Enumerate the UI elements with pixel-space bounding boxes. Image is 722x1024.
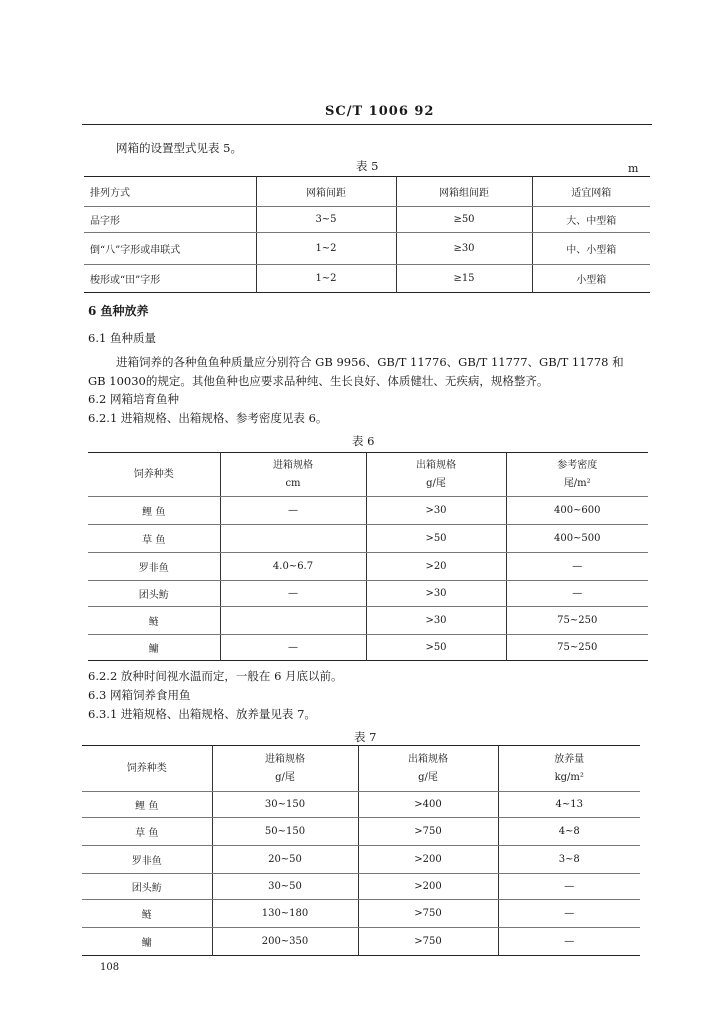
table-cell: 小型箱: [532, 265, 650, 293]
table-row: [84, 233, 650, 265]
intro-text: 网箱的设置型式见表 5。: [116, 141, 242, 155]
table7-caption: 表 7: [354, 730, 377, 744]
table7: [82, 745, 640, 956]
header-line1: 出箱规格: [416, 459, 456, 471]
table-row: [82, 900, 640, 928]
section6-title: 6 鱼种放养: [88, 304, 149, 318]
table-row: [88, 581, 648, 607]
table-cell: 30~150: [212, 792, 358, 818]
standard-code: SC/T 1006 92: [325, 104, 435, 119]
table-row: [82, 846, 640, 874]
s61-heading: 6.1 鱼种质量: [88, 331, 156, 345]
table-cell: ≥50: [396, 207, 532, 233]
table-cell: >750: [358, 928, 498, 956]
table-cell: 罗非鱼: [82, 846, 212, 874]
table-row: [84, 207, 650, 233]
table-row: [82, 874, 640, 900]
table-row: [88, 553, 648, 581]
table-cell: —: [220, 497, 366, 525]
table5-header-cell: 排列方式: [84, 177, 256, 207]
header-line2: cm: [285, 477, 301, 489]
header-line1: 进箱规格: [273, 459, 313, 471]
table-cell: 鳙: [148, 644, 159, 655]
table-cell: >400: [358, 792, 498, 818]
table-cell: 50~150: [212, 818, 358, 846]
table-cell: ≥15: [396, 265, 532, 293]
header-line2: g/尾: [275, 771, 295, 783]
table-cell: 鲤 鱼: [88, 497, 220, 525]
table-cell: 团头鲂: [82, 874, 212, 900]
table-cell: [220, 525, 366, 553]
table-row: [88, 635, 648, 661]
table-cell: >30: [366, 607, 506, 635]
table-cell: [220, 607, 366, 635]
table-cell: 草 鱼: [88, 525, 220, 553]
table5-caption: 表 5: [356, 159, 379, 173]
table-cell: >200: [358, 846, 498, 874]
table-cell: 400~500: [506, 525, 648, 553]
table-row: [82, 792, 640, 818]
header-line2: kg/m²: [554, 771, 584, 783]
table-cell: 130~180: [212, 900, 358, 928]
table-cell: 品字形: [84, 207, 256, 233]
table-cell: 3~8: [498, 846, 640, 874]
header-rule: [82, 124, 652, 125]
table-cell: >50: [366, 635, 506, 661]
table-cell: 1~2: [256, 233, 396, 265]
table-cell: 400~600: [506, 497, 648, 525]
table7-header-cell: [358, 746, 498, 792]
table-cell: >750: [358, 900, 498, 928]
table-row: [88, 497, 648, 525]
table-cell: 20~50: [212, 846, 358, 874]
table-row: [84, 265, 650, 293]
header-line1: 饲养种类: [126, 762, 167, 774]
table-cell: >200: [358, 874, 498, 900]
table5-header-cell: 适宜网箱: [532, 177, 650, 207]
table5: [84, 176, 650, 293]
table-row: [82, 928, 640, 956]
table-cell: 大、中型箱: [532, 207, 650, 233]
table-cell: 4~13: [498, 792, 640, 818]
table6-caption: 表 6: [352, 434, 375, 448]
table-cell: >20: [366, 553, 506, 581]
table-cell: —: [498, 874, 640, 900]
table-cell: 中、小型箱: [532, 233, 650, 265]
table-cell: 鲢: [88, 607, 220, 635]
table7-header-cell: [82, 746, 212, 792]
s61-line1: 进箱饲养的各种鱼鱼种质量应分别符合 GB 9956、GB/T 11776、GB/T 11777、GB/T 11778 和: [116, 355, 624, 369]
table6-header-cell: [506, 453, 648, 497]
table-cell: 4~8: [498, 818, 640, 846]
table7-header-row: [82, 746, 640, 792]
header-line1: 进箱规格: [265, 753, 305, 765]
table7-header-cell: [498, 746, 640, 792]
header-line1: 参考密度: [557, 459, 598, 471]
table-cell: —: [506, 581, 648, 607]
table-cell: 3~5: [256, 207, 396, 233]
s61-line2: GB 10030的规定。其他鱼种也应要求品种纯、生长良好、体质健壮、无疾病，规格整齐。: [88, 374, 549, 388]
table-cell: 200~350: [212, 928, 358, 956]
table-cell: >30: [366, 497, 506, 525]
table-cell: >50: [366, 525, 506, 553]
table5-header-cell: 网箱间距: [256, 177, 396, 207]
table-cell: —: [498, 900, 640, 928]
table-cell: 75~250: [506, 635, 648, 661]
table-cell: —: [498, 928, 640, 956]
header-line2: 尾/m²: [563, 477, 591, 489]
table-cell: 1~2: [256, 265, 396, 293]
header-line1: 出箱规格: [408, 753, 448, 765]
table-cell: 草 鱼: [82, 818, 212, 846]
table-cell: —: [220, 581, 366, 607]
table-cell: 梭形或“田”字形: [90, 275, 161, 286]
table6: [88, 452, 648, 661]
table-row: [88, 607, 648, 635]
table-cell: 鳙: [141, 938, 152, 949]
header-line2: g/尾: [418, 771, 438, 783]
table-cell: 倒“八”字形或串联式: [84, 233, 256, 265]
table6-header-cell: [220, 453, 366, 497]
table6-header-cell: [88, 453, 220, 497]
table-cell: >750: [358, 818, 498, 846]
page-number: 108: [100, 962, 120, 973]
table-cell: 团头鲂: [88, 581, 220, 607]
table-cell: 4.0~6.7: [220, 553, 366, 581]
s622-text: 6.2.2 放种时间视水温而定，一般在 6 月底以前。: [88, 669, 343, 683]
table-cell: >30: [366, 581, 506, 607]
s62-heading: 6.2 网箱培育鱼种: [88, 392, 179, 406]
s631-text: 6.3.1 进箱规格、出箱规格、放养量见表 7。: [88, 707, 316, 721]
table-row: [88, 525, 648, 553]
table-cell: 鲢: [82, 900, 212, 928]
table-cell: —: [506, 553, 648, 581]
table5-header-cell: 网箱组间距: [396, 177, 532, 207]
table-cell: —: [220, 635, 366, 661]
table-row: [82, 818, 640, 846]
s63-heading: 6.3 网箱饲养食用鱼: [88, 688, 191, 702]
header-line1: 饲养种类: [133, 468, 174, 480]
table-cell: 罗非鱼: [88, 553, 220, 581]
s621-text: 6.2.1 进箱规格、出箱规格、参考密度见表 6。: [88, 411, 328, 425]
table-cell: ≥30: [396, 233, 532, 265]
table-cell: 30~50: [212, 874, 358, 900]
table-cell: 鲤 鱼: [82, 792, 212, 818]
table5-header-row: [84, 177, 650, 207]
table5-unit: m: [628, 162, 639, 175]
table-cell: 75~250: [506, 607, 648, 635]
table6-header-cell: [366, 453, 506, 497]
header-line2: g/尾: [426, 477, 446, 489]
header-line1: 放养量: [554, 753, 585, 765]
table6-header-row: [88, 453, 648, 497]
table7-header-cell: [212, 746, 358, 792]
